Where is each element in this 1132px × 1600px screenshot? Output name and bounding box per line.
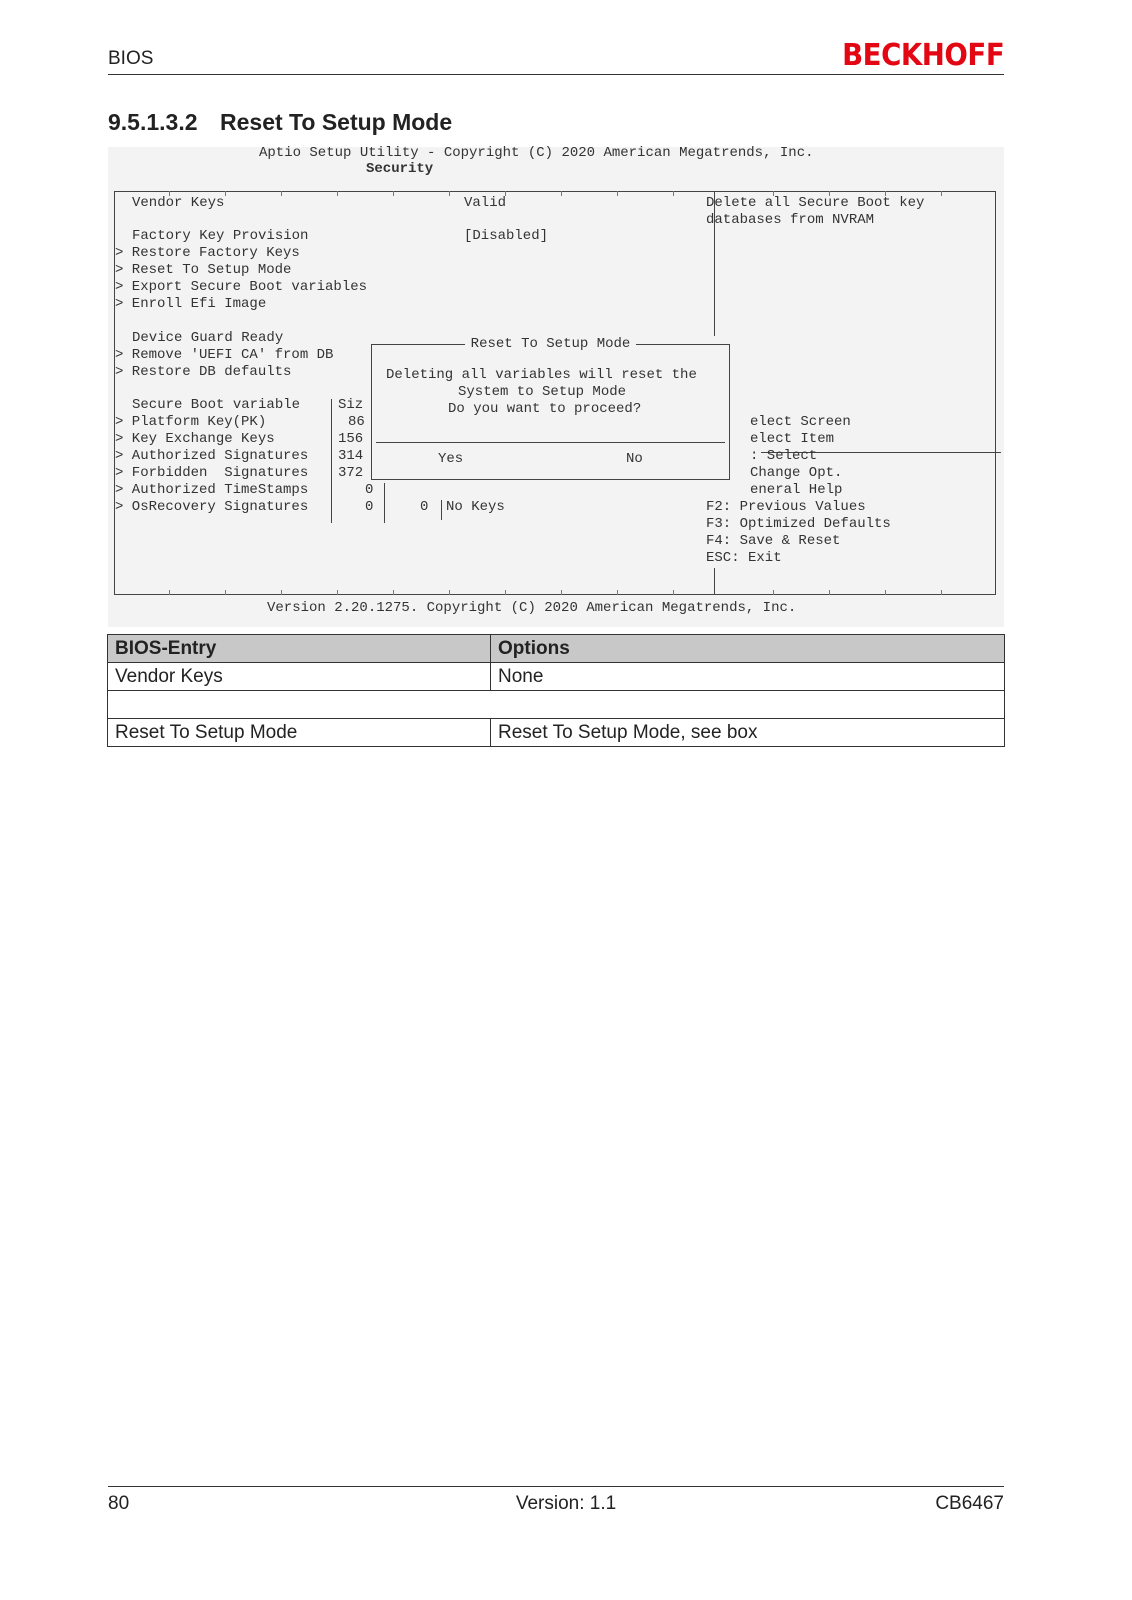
dialog-message: Deleting all variables will reset the bbox=[386, 367, 697, 383]
device-guard-label: Device Guard Ready bbox=[132, 330, 284, 346]
sb-row-label[interactable]: > OsRecovery Signatures bbox=[115, 499, 309, 515]
table-row bbox=[108, 691, 1005, 719]
sb-row-label[interactable]: > Key Exchange Keys bbox=[115, 431, 275, 447]
table-cell: Reset To Setup Mode, see box bbox=[491, 719, 1005, 747]
menu-item[interactable]: > Remove 'UEFI CA' from DB bbox=[115, 347, 334, 363]
header-section: BIOS bbox=[108, 48, 154, 69]
key-hint: elect Screen bbox=[750, 414, 851, 430]
menu-item[interactable]: > Enroll Efi Image bbox=[115, 296, 267, 312]
factory-key-value[interactable]: [Disabled] bbox=[464, 228, 549, 244]
menu-item[interactable]: > Reset To Setup Mode bbox=[115, 262, 292, 278]
header-rule bbox=[108, 74, 1004, 75]
version-line: Version 2.20.1275. Copyright (C) 2020 American Megatrends, Inc. bbox=[267, 600, 797, 616]
yes-button[interactable]: Yes bbox=[438, 451, 464, 467]
vendor-keys-value: Valid bbox=[464, 195, 507, 211]
key-hint: F3: Optimized Defaults bbox=[706, 516, 891, 532]
dialog-title: Reset To Setup Mode bbox=[372, 336, 729, 353]
bios-entry-table bbox=[107, 634, 1005, 747]
sb-row-label[interactable]: > Authorized Signatures bbox=[115, 448, 309, 464]
table-cell: Vendor Keys bbox=[108, 663, 491, 691]
key-hint: elect Item bbox=[750, 431, 835, 447]
menu-item[interactable]: > Restore Factory Keys bbox=[115, 245, 300, 261]
extra-count: 0 bbox=[420, 499, 429, 515]
table-row bbox=[108, 719, 1005, 747]
document-version: Version: 1.1 bbox=[515, 1493, 617, 1514]
brand-logo: BECKHOFF bbox=[841, 38, 1004, 73]
dialog-message: System to Setup Mode bbox=[458, 384, 627, 400]
no-button[interactable]: No bbox=[626, 451, 643, 467]
table-cell: None bbox=[491, 663, 1005, 691]
sb-row-size: 0 bbox=[365, 499, 374, 515]
key-hint: eneral Help bbox=[750, 482, 843, 498]
security-tab[interactable]: Security bbox=[366, 161, 434, 177]
key-hint: ESC: Exit bbox=[706, 550, 782, 566]
sb-row-size: 314 bbox=[338, 448, 364, 464]
key-hint: F4: Save & Reset bbox=[706, 533, 841, 549]
sb-row-size: 86 bbox=[348, 414, 365, 430]
table-header-row bbox=[108, 635, 1005, 663]
extra-text: No Keys bbox=[446, 499, 505, 515]
reset-dialog bbox=[371, 336, 730, 480]
menu-item[interactable]: > Export Secure Boot variables bbox=[115, 279, 368, 295]
section-number: 9.5.1.3.2 bbox=[108, 109, 198, 135]
sb-row-size: 156 bbox=[338, 431, 364, 447]
sb-variable-header: Secure Boot variable bbox=[132, 397, 301, 413]
table-cell: Reset To Setup Mode bbox=[108, 719, 491, 747]
size-column-header: Siz bbox=[338, 397, 364, 413]
menu-item[interactable]: > Restore DB defaults bbox=[115, 364, 292, 380]
table-cell bbox=[108, 691, 1005, 719]
help-text: databases from NVRAM bbox=[706, 212, 875, 228]
utility-title: Aptio Setup Utility - Copyright (C) 2020 American Megatrends, Inc. bbox=[259, 145, 814, 161]
sb-row-label[interactable]: > Forbidden Signatures bbox=[115, 465, 309, 481]
dialog-message: Do you want to proceed? bbox=[448, 401, 642, 417]
sb-row-size: 372 bbox=[338, 465, 364, 481]
product-name: CB6467 bbox=[935, 1493, 1004, 1514]
column-header: Options bbox=[491, 635, 1005, 663]
section-title bbox=[108, 109, 452, 136]
key-hint: Change Opt. bbox=[750, 465, 843, 481]
column-header: BIOS-Entry bbox=[108, 635, 491, 663]
vendor-keys-label[interactable]: Vendor Keys bbox=[132, 195, 225, 211]
sb-row-label[interactable]: > Platform Key(PK) bbox=[115, 414, 267, 430]
page-number: 80 bbox=[108, 1493, 130, 1514]
key-hint: : Select bbox=[750, 448, 818, 464]
sb-row-label[interactable]: > Authorized TimeStamps bbox=[115, 482, 309, 498]
help-text: Delete all Secure Boot key bbox=[706, 195, 925, 211]
table-row bbox=[108, 663, 1005, 691]
footer-rule bbox=[108, 1486, 1004, 1487]
key-hint: F2: Previous Values bbox=[706, 499, 866, 515]
bios-screenshot bbox=[108, 147, 1004, 627]
section-heading: Reset To Setup Mode bbox=[220, 109, 453, 135]
sb-row-size: 0 bbox=[365, 482, 374, 498]
factory-key-label[interactable]: Factory Key Provision bbox=[132, 228, 309, 244]
